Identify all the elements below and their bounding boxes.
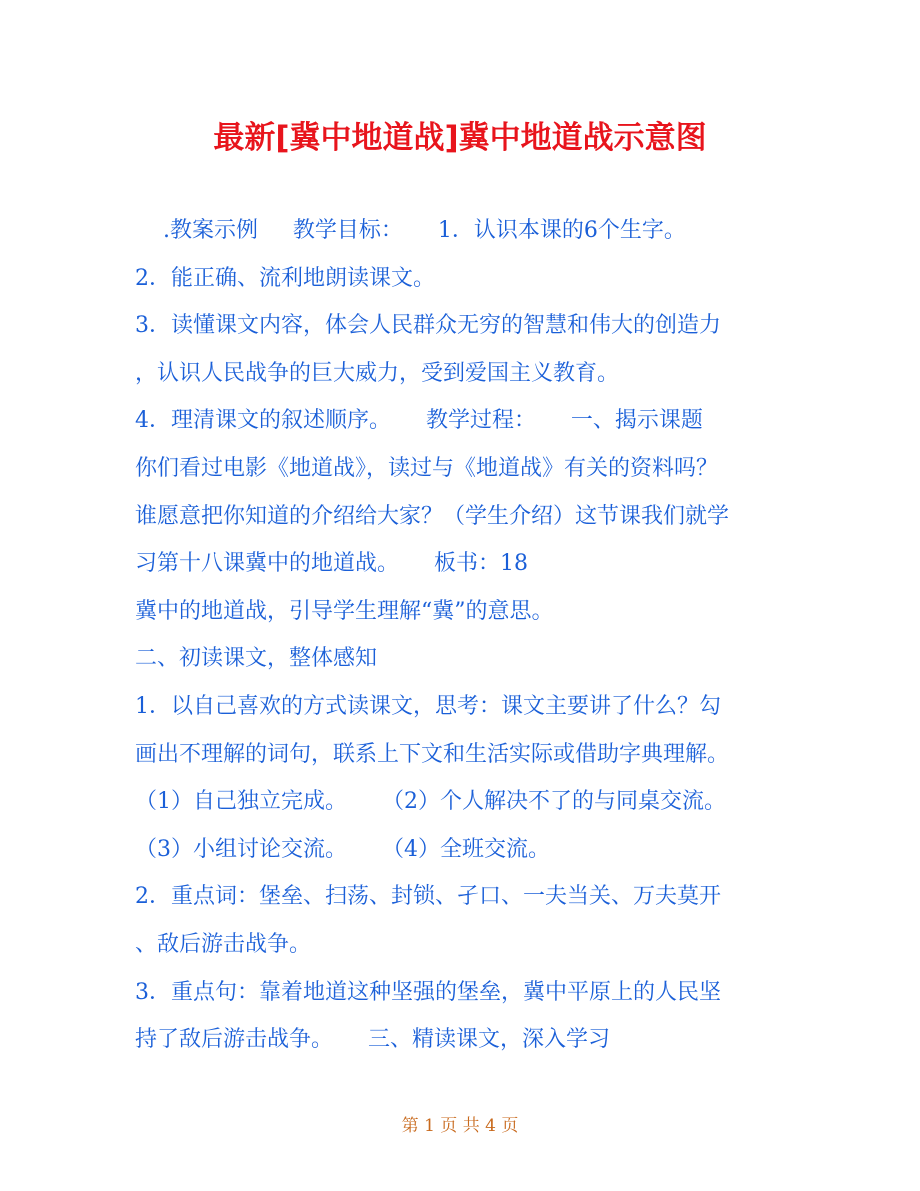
body-line: 3．读懂课文内容，体会人民群众无穷的智慧和伟大的创造力 — [135, 313, 721, 339]
body-line: 2．能正确、流利地朗读课文。 — [135, 265, 435, 291]
body-line: 3．重点句：靠着地道这种坚强的堡垒，冀中平原上的人民坚 — [135, 979, 721, 1005]
document-title: 最新[冀中地道战]冀中地道战示意图 — [213, 120, 707, 156]
body-line: 1．以自己喜欢的方式读课文，思考：课文主要讲了什么？勾 — [135, 693, 721, 719]
body-line: 冀中的地道战，引导学生理解“冀”的意思。 — [135, 598, 554, 624]
body-line: （1）自己独立完成。 （2）个人解决不了的与同桌交流。 — [135, 789, 726, 815]
body-line: 2．重点词：堡垒、扫荡、封锁、孑口、一夫当关、万夫莫开 — [135, 884, 721, 910]
body-line: ，认识人民战争的巨大威力，受到爱国主义教育。 — [135, 360, 620, 386]
body-line: 谁愿意把你知道的介绍给大家？（学生介绍）这节课我们就学 — [135, 503, 730, 529]
page-footer: 第 1 页 共 4 页 — [401, 1116, 519, 1136]
body-line: 、敌后游击战争。 — [135, 931, 312, 957]
body-line: 你们看过电影《地道战》，读过与《地道战》有关的资料吗？ — [135, 455, 719, 481]
document-body — [135, 207, 795, 1064]
body-line: 4．理清课文的叙述顺序。 教学过程： 一、揭示课题 — [135, 408, 703, 434]
body-line: （3）小组讨论交流。 （4）全班交流。 — [135, 836, 550, 862]
body-line: 持了敌后游击战争。 三、精读课文，深入学习 — [135, 1027, 610, 1053]
body-line: 二、初读课文，整体感知 — [135, 646, 378, 672]
body-line: 习第十八课冀中的地道战。 板书：18 — [135, 551, 528, 577]
body-line: .教案示例 教学目标： 1．认识本课的6个生字。 — [135, 218, 686, 243]
body-line: 画出不理解的词句，联系上下文和生活实际或借助字典理解。 — [135, 741, 730, 767]
